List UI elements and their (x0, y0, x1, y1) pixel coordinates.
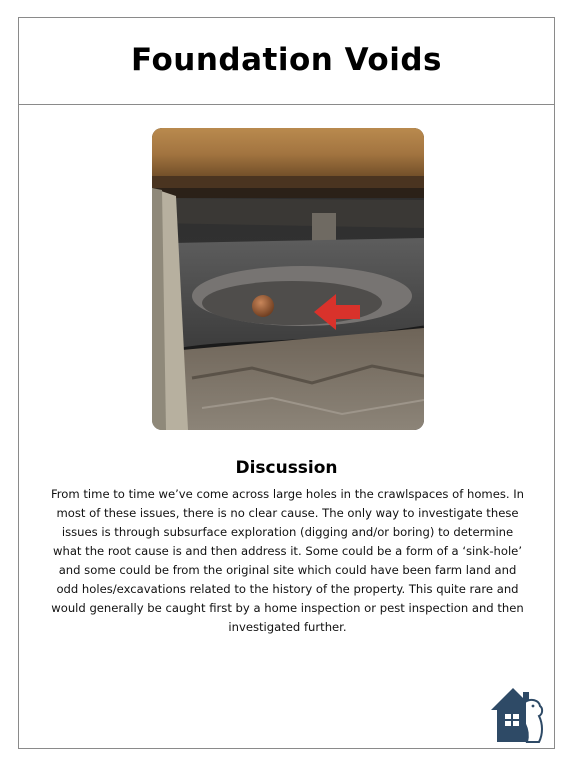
page-title: Foundation Voids (131, 42, 442, 78)
crawlspace-photo (152, 128, 424, 430)
discussion-body: From time to time we’ve come across large holes in the crawlspaces of homes. In most of these issues, there is no clear cause. The only way to investigate these issues is through subsurface exploration (digging and/or boring) to determine what the root cause is and then address it. Some could be a form of a ‘sink-hole’ and some could be from the original site which could have been farm land and odd holes/excavations related to the history of the property. This quite rare and would generally be caught first by a home inspection or pest inspection and then investigated further. (50, 487, 525, 634)
house-bear-logo-icon (489, 684, 545, 744)
discussion-heading: Discussion (235, 458, 338, 478)
page-frame (18, 17, 555, 749)
title-band (19, 18, 554, 105)
